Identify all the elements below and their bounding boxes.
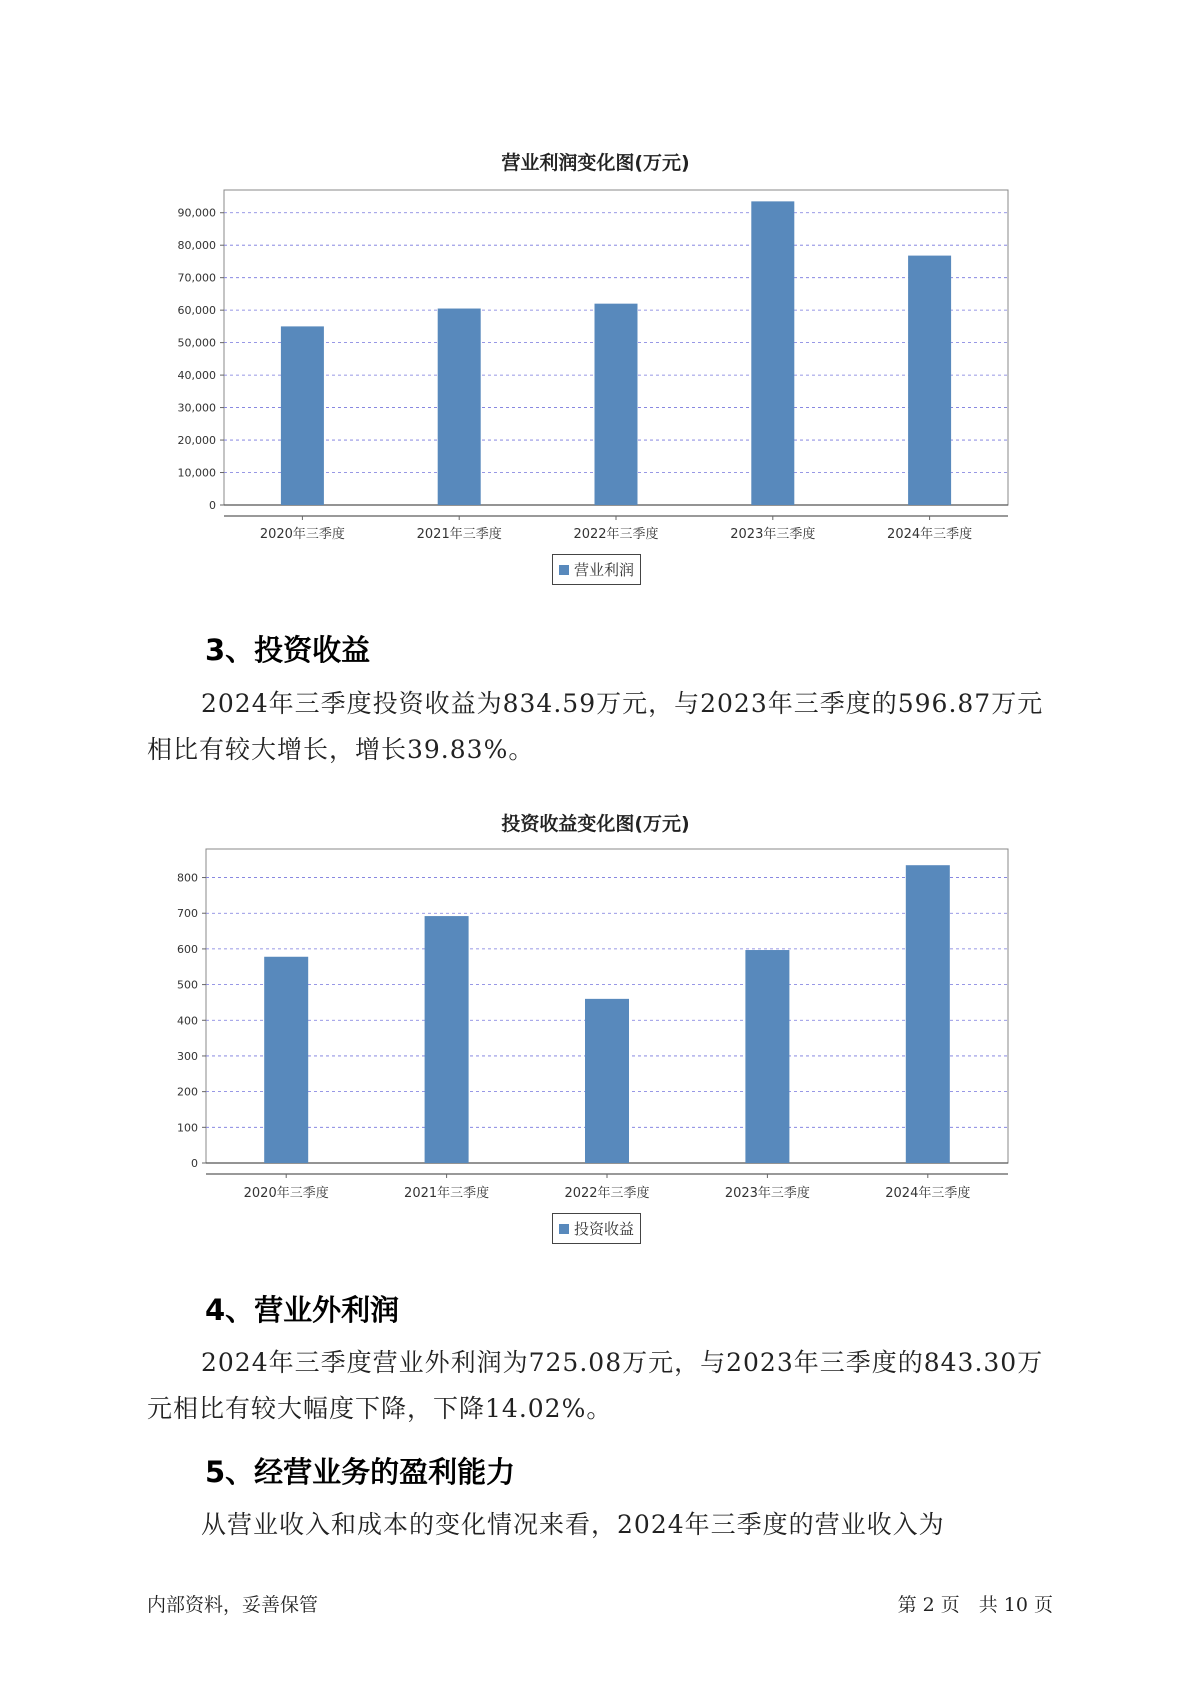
chart2-bar bbox=[745, 950, 789, 1163]
section5-paragraph: 从营业收入和成本的变化情况来看，2024年三季度的营业收入为 bbox=[201, 1510, 945, 1539]
chart2-xtick-label: 2021年三季度 bbox=[404, 1186, 490, 1201]
chart2-ytick-label: 500 bbox=[177, 978, 198, 992]
chart2-xtick-label: 2022年三季度 bbox=[564, 1186, 650, 1201]
chart1-title: 营业利润变化图(万元) bbox=[501, 152, 690, 174]
chart2-ytick-label: 100 bbox=[177, 1121, 198, 1135]
chart1-ytick-label: 80,000 bbox=[177, 239, 216, 253]
chart2-title: 投资收益变化图(万元) bbox=[501, 813, 690, 835]
chart2-ytick-label: 700 bbox=[177, 907, 198, 921]
chart1-ytick-label: 40,000 bbox=[177, 369, 216, 383]
chart2-xtick-label: 2024年三季度 bbox=[885, 1186, 971, 1201]
chart2-legend-label: 投资收益 bbox=[574, 1220, 635, 1238]
chart1-ytick-label: 30,000 bbox=[177, 401, 216, 415]
section4-paragraph: 2024年三季度营业外利润为725.08万元，与2023年三季度的843.30万元相比有较大幅度下降，下降14.02%。 bbox=[147, 1348, 1044, 1423]
section5-heading: 5、经营业务的盈利能力 bbox=[205, 1455, 516, 1489]
chart2-xtick-label: 2023年三季度 bbox=[724, 1186, 810, 1201]
chart2-legend bbox=[552, 1213, 641, 1244]
chart2-bar bbox=[585, 999, 629, 1163]
chart2-bar bbox=[425, 916, 469, 1163]
legend-swatch-icon bbox=[559, 1224, 569, 1234]
chart1-ytick-label: 20,000 bbox=[177, 434, 216, 448]
footer-page-number: 第 2 页 共 10 页 bbox=[897, 1594, 1053, 1616]
chart1-xtick-label: 2024年三季度 bbox=[887, 527, 973, 542]
chart1-ytick-label: 70,000 bbox=[177, 271, 216, 285]
section4-heading: 4、营业外利润 bbox=[205, 1293, 400, 1327]
chart2-xtick-label: 2020年三季度 bbox=[243, 1186, 329, 1201]
chart2-bar bbox=[264, 957, 308, 1163]
chart1-legend-label: 营业利润 bbox=[574, 561, 635, 579]
chart2-ytick-label: 0 bbox=[191, 1157, 198, 1170]
chart1-ytick-label: 0 bbox=[209, 499, 216, 512]
chart1-ytick-label: 90,000 bbox=[177, 206, 216, 220]
section3-paragraph: 2024年三季度投资收益为834.59万元，与2023年三季度的596.87万元相比有较大增长，增长39.83%。 bbox=[147, 689, 1044, 764]
chart1-xtick-label: 2020年三季度 bbox=[259, 527, 345, 542]
chart1-ytick-label: 10,000 bbox=[177, 466, 216, 480]
chart2-ytick-label: 400 bbox=[177, 1014, 198, 1028]
chart2-ytick-label: 300 bbox=[177, 1049, 198, 1063]
chart2-ytick-label: 200 bbox=[177, 1085, 198, 1099]
chart1-ytick-label: 60,000 bbox=[177, 304, 216, 318]
section3-heading: 3、投资收益 bbox=[205, 633, 371, 667]
chart2-ytick-label: 600 bbox=[177, 942, 198, 956]
chart2-bar bbox=[906, 865, 950, 1163]
footer-left: 内部资料，妥善保管 bbox=[147, 1594, 319, 1616]
chart2-ytick-label: 800 bbox=[177, 871, 198, 885]
chart1-xtick-label: 2021年三季度 bbox=[416, 527, 502, 542]
chart1-ytick-label: 50,000 bbox=[177, 336, 216, 350]
chart1-xtick-label: 2023年三季度 bbox=[730, 527, 816, 542]
chart1-xtick-label: 2022年三季度 bbox=[573, 527, 659, 542]
